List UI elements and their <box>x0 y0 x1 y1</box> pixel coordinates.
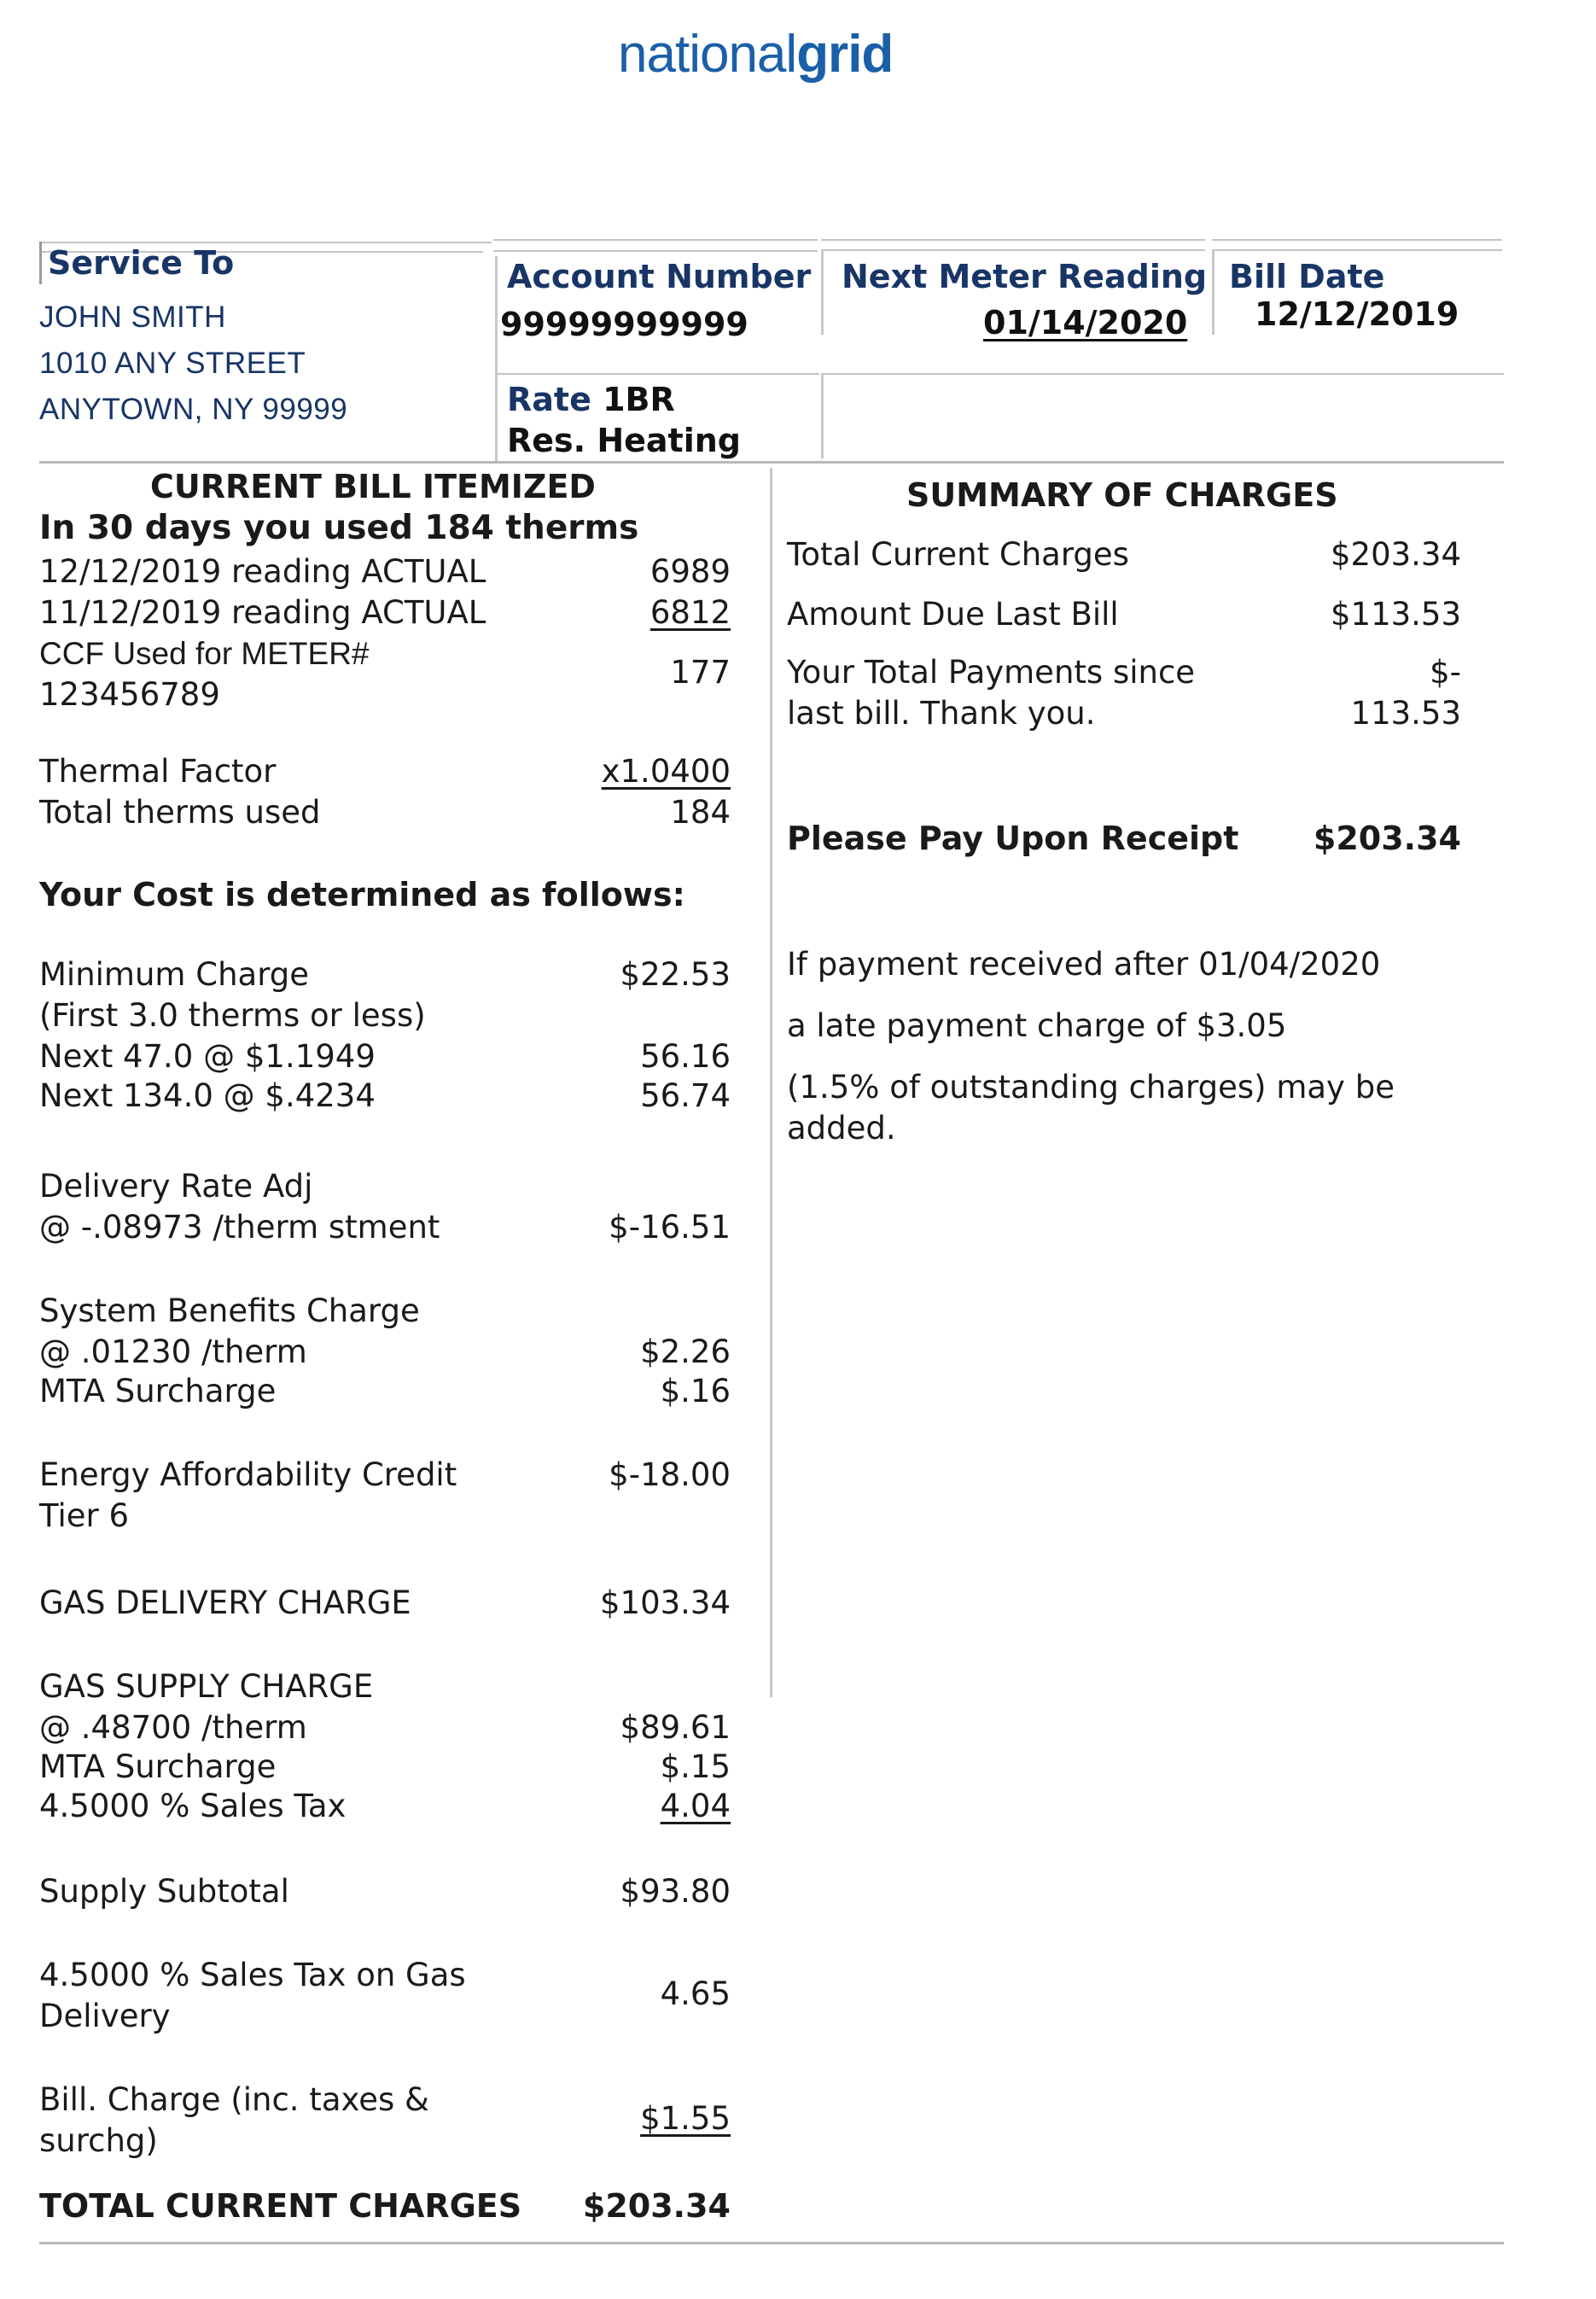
account-number-value: 99999999999 <box>500 306 748 343</box>
national-grid-logo <box>618 24 893 85</box>
late-notice-line: a late payment charge of $3.05 <box>787 1007 1287 1044</box>
bottom-divider <box>39 2242 1504 2244</box>
divider <box>495 256 498 461</box>
bill-charge-row: Bill. Charge (inc. taxes & surchg) $1.55 <box>39 2081 731 2159</box>
divider <box>493 239 818 241</box>
divider <box>1212 249 1214 335</box>
rate-description: Res. Heating <box>507 422 741 459</box>
customer-name: JOHN SMITH <box>39 301 226 334</box>
column-divider <box>770 468 772 1697</box>
divider <box>821 373 824 458</box>
next-meter-reading-value: 01/14/2020 <box>983 304 1188 341</box>
divider <box>821 373 1504 375</box>
bill-date-value: 12/12/2019 <box>1255 295 1459 333</box>
payments-since-last-bill: Your Total Payments since last bill. Thank you. $- 113.53 <box>787 654 1461 732</box>
ccf-row: CCF Used for METER# 123456789 177 <box>39 636 731 713</box>
late-notice-line: added. <box>787 1110 896 1147</box>
summary-title: SUMMARY OF CHARGES <box>906 476 1338 514</box>
section-divider <box>39 461 1504 464</box>
divider <box>821 239 1205 241</box>
customer-city-state-zip: ANYTOWN, NY 99999 <box>39 393 348 426</box>
divider <box>39 242 42 284</box>
divider <box>493 250 818 252</box>
bill-date-label: Bill Date <box>1229 258 1385 295</box>
rate-line <box>507 381 675 418</box>
account-number-label: Account Number <box>507 258 812 295</box>
logo-light: national <box>618 25 797 84</box>
usage-summary: In 30 days you used 184 therms <box>39 509 639 547</box>
divider <box>1212 239 1502 241</box>
divider <box>495 373 819 375</box>
rate-label: Rate <box>507 381 591 418</box>
divider <box>821 249 1205 251</box>
service-to-label: Service To <box>48 244 235 282</box>
delivery-sales-tax-row: 4.5000 % Sales Tax on Gas Delivery 4.65 <box>39 1957 731 2034</box>
divider <box>1212 249 1502 251</box>
divider <box>821 249 824 335</box>
rate-code: 1BR <box>603 381 675 418</box>
divider <box>39 242 492 243</box>
late-notice-line: If payment received after 01/04/2020 <box>787 946 1381 983</box>
late-notice-line: (1.5% of outstanding charges) may be <box>787 1069 1395 1106</box>
customer-street: 1010 ANY STREET <box>39 347 306 380</box>
next-meter-reading-label: Next Meter Reading <box>842 258 1208 295</box>
itemized-title: CURRENT BILL ITEMIZED <box>150 468 596 505</box>
logo-bold: grid <box>796 25 894 84</box>
cost-heading: Your Cost is determined as follows: <box>39 876 685 913</box>
